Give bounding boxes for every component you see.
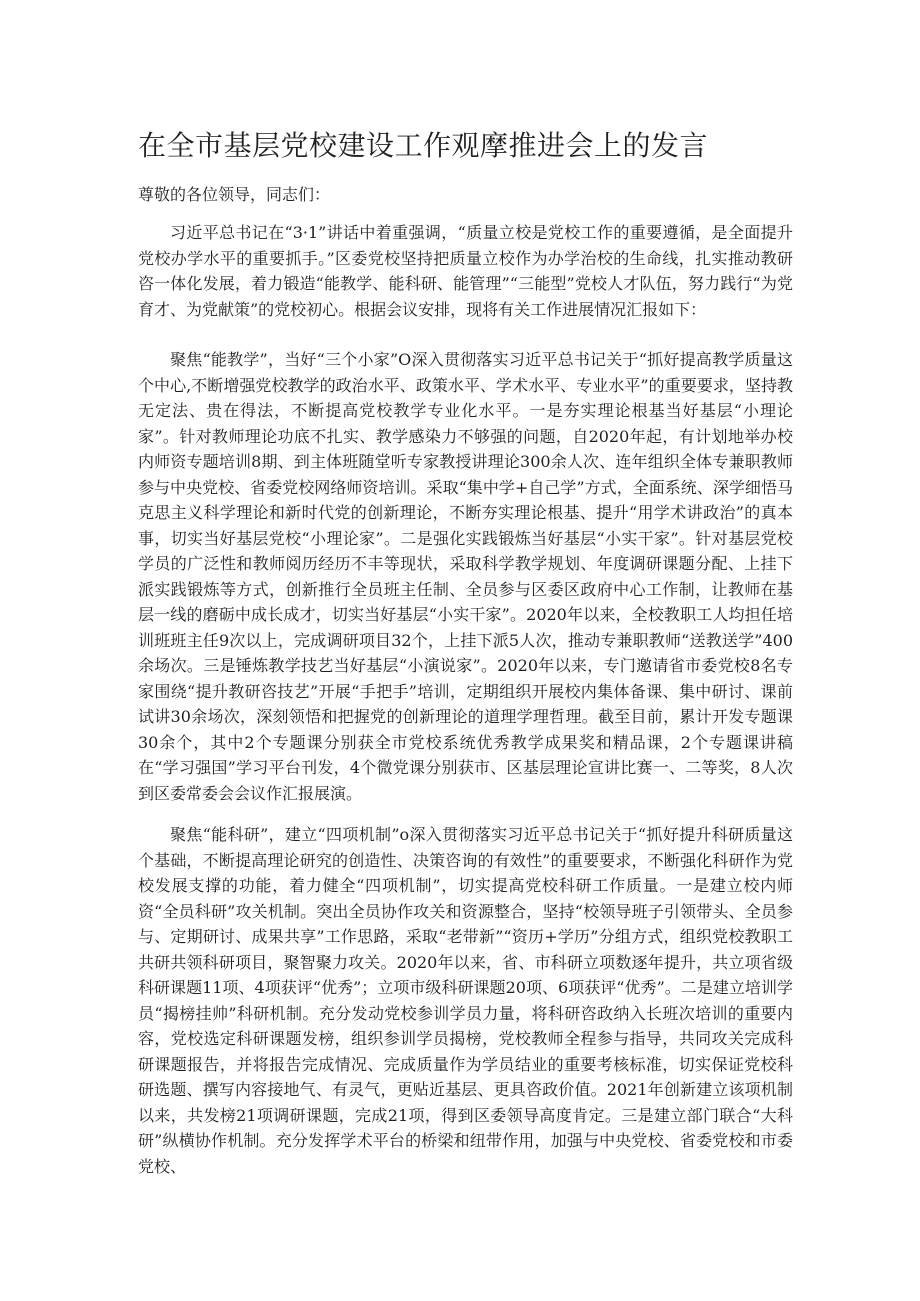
salutation: 尊敬的各位领导，同志们： [138,185,331,204]
paragraph-teaching: 聚焦“能教学”，当好“三个小家”O深入贯彻落实习近平总书记关于“抓好提高教学质量这个中心,不断增强党校教学的政治水平、政策水平、学术水平、专业水平”的重要要求，坚持教无定法、贵在得法，不断提高党校教学专业化水平。一是夯实理论根基当好基层“小理论家”。针对教师理论功底不扎实、教学感染力不够强的问题，自2020年起，有计划地举办校内师资专题培训8期、到主体班随堂听专家教授讲理论300余人次、连年组织全体专兼职教师参与中央党校、省委党校网络师资培训。采取“集中学+自己学”方式，全面系统、深学细悟马克思主义科学理论和新时代党的创新理论，不断夯实理论根基、提升“用学术讲政治”的真本事，切实当好基层党校“小理论家”。二是强化实践锻炼当好基层“小实干家”。针对基层党校学员的广泛性和教师阅历经历不丰等现状，采取科学教学规划、年度调研课题分配、上挂下派实践锻炼等方式，创新推行全员班主任制、全员参与区委区政府中心工作制，让教师在基层一线的磨砺中成长成才，切实当好基层“小实干家”。2020年以来，全校教职工人均担任培训班班主任9次以上，完成调研项目32个，上挂下派5人次，推动专兼职教师“送教送学”400余场次。三是锤炼教学技艺当好基层“小演说家”。2020年以来，专门邀请省市委党校8名专家围绕“提升教研咨技艺”开展“手把手”培训，定期组织开展校内集体备课、集中研讨、课前试讲30余场次，深刻领悟和把握党的创新理论的道理学理哲理。截至目前，累计开发专题课30余个，其中2个专题课分别获全市党校系统优秀教学成果奖和精品课，2个专题课讲稿在“学习强国”学习平台刊发，4个微党课分别获市、区基层理论宣讲比赛一、二等奖，8人次到区委常委会会议作汇报展演。 [138,350,793,803]
document-title: 在全市基层党校建设工作观摩推进会上的发言 [138,129,709,162]
paragraph-intro: 习近平总书记在“3·1”讲话中着重强调，“质量立校是党校工作的重要遵循，是全面提升党校办学水平的重要抓手。”区委党校坚持把质量立校作为办学治校的生命线，扎实推动教研咨一体化发展，着力锻造“能教学、能科研、能管理”“三能型”党校人才队伍，努力践行“为党育才、为党献策”的党校初心。根据会议安排，现将有关工作进展情况汇报如下： [138,223,793,319]
paragraph-research: 聚焦“能科研”，建立“四项机制”o深入贯彻落实习近平总书记关于“抓好提升科研质量这个基础，不断提高理论研究的创造性、决策咨询的有效性”的重要要求，不断强化科研作为党校发展支撑的功能，着力健全“四项机制”，切实提高党校科研工作质量。一是建立校内师资“全员科研”攻关机制。突出全员协作攻关和资源整合，坚持“校领导班子引领带头、全员参与、定期研讨、成果共享”工作思路，采取“老带新”“资历+学历”分组方式，组织党校教职工共研共领科研项目，聚智聚力攻关。2020年以来，省、市科研立项数逐年提升，共立项省级科研课题11项、4项获评“优秀”；立项市级科研课题20项、6项获评“优秀”。二是建立培训学员“揭榜挂帅”科研机制。充分发动党校参训学员力量，将科研咨政纳入长班次培训的重要内容，党校选定科研课题发榜，组织参训学员揭榜，党校教师全程参与指导，共同攻关完成科研课题报告，并将报告完成情况、完成质量作为学员结业的重要考核标准，切实保证党校科研选题、撰写内容接地气、有灵气，更贴近基层、更具咨政价值。2021年创新建立该项机制以来，共发榜21项调研课题，完成21项，得到区委领导高度肯定。三是建立部门联合“大科研”纵横协作机制。充分发挥学术平台的桥梁和纽带作用，加强与中央党校、省委党校和市委党校、 [138,825,793,1176]
